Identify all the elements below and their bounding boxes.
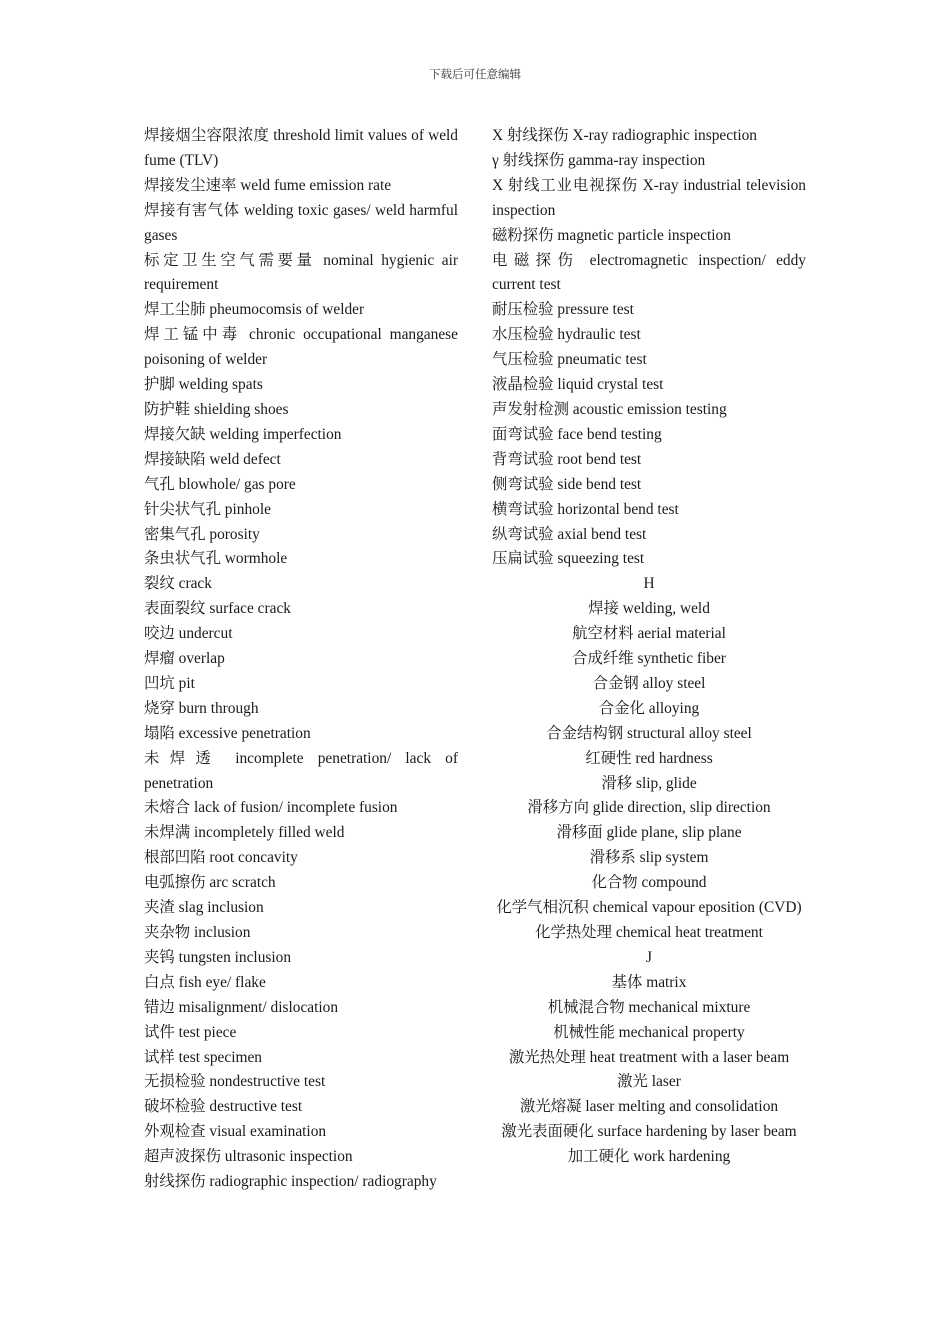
glossary-entry: 气孔 blowhole/ gas pore [144,475,296,493]
glossary-entry: 合成纤维 synthetic fiber [572,650,726,668]
glossary-entry: 激光 laser [617,1073,681,1091]
glossary-entry: 咬边 undercut [144,625,233,643]
glossary-entry: 焊接发尘速率 weld fume emission rate [144,176,392,194]
glossary-entry: 合金化 alloying [598,699,700,717]
glossary-entry: 磁粉探伤 magnetic particle inspection [492,226,731,244]
glossary-entry: 焊接 welding, weld [588,600,710,618]
glossary-entry: 密集气孔 porosity [144,525,260,543]
glossary-entry: 未熔合 lack of fusion/ incomplete fusion [144,799,398,817]
glossary-entry: 机械性能 mechanical property [553,1023,745,1041]
glossary-entry: 化学热处理 chemical heat treatment [535,924,763,941]
glossary-entry: 试样 test specimen [144,1048,262,1066]
glossary-entry: 试件 test piece [144,1023,237,1041]
glossary-entry: 根部凹陷 root concavity [144,849,298,867]
glossary-entry: 航空材料 aerial material [572,625,726,643]
glossary-entry: 横弯试验 horizontal bend test [492,500,679,518]
glossary-entry: 滑移方向 glide direction, slip direction [527,799,771,817]
glossary-entry: 标定卫生空气需要量 nominal hygienic air requirement [144,251,458,294]
glossary-entry: 滑移 slip, glide [601,774,697,792]
glossary-entry: 射线探伤 radiographic inspection/ radiography [144,1173,437,1191]
glossary-entry: X 射线工业电视探伤 X-ray industrial television inspection [492,176,806,219]
glossary-entry: 激光表面硬化 surface hardening by laser beam [501,1123,797,1141]
glossary-entry: 合金结构钢 structural alloy steel [546,724,752,742]
glossary-entry: 焊接有害气体 welding toxic gases/ weld harmful gases [144,201,458,244]
right-column [492,124,806,1170]
glossary-entry: 面弯试验 face bend testing [492,425,662,443]
glossary-entry: 基体 matrix [611,973,687,991]
glossary-entry: 激光热处理 heat treatment with a laser beam [508,1048,790,1066]
glossary-entry: 电弧擦伤 arc scratch [144,874,276,892]
glossary-entry: 外观检查 visual examination [144,1123,327,1141]
glossary-entry: γ 射线探伤 gamma-ray inspection [492,151,706,169]
glossary-entry: 夹杂物 inclusion [144,924,251,941]
glossary-entry: 破坏检验 destructive test [144,1098,303,1116]
glossary-entry: 电磁探伤 electromagnetic inspection/ eddy current test [492,251,806,294]
glossary-entry: 化学气相沉积 chemical vapour eposition (CVD) [496,899,802,917]
glossary-entry: H [643,575,655,593]
glossary-entry: 焊接缺陷 weld defect [144,450,281,468]
glossary-entry: 气压检验 pneumatic test [492,351,647,369]
glossary-entry: 焊瘤 overlap [144,650,225,668]
glossary-entry: 焊接欠缺 welding imperfection [144,425,342,443]
glossary-entry: 条虫状气孔 wormhole [144,550,288,568]
glossary-entry: 焊工尘肺 pheumocomsis of welder [144,301,365,319]
glossary-entry: 针尖状气孔 pinhole [144,500,271,518]
glossary-entry: 白点 fish eye/ flake [144,973,266,991]
glossary-entry: 烧穿 burn through [144,699,259,717]
glossary-entry: 错边 misalignment/ dislocation [144,998,339,1016]
glossary-entry: 夹渣 slag inclusion [144,899,264,917]
glossary-entry: 凹坑 pit [144,674,195,692]
glossary-entry: J [646,948,652,966]
glossary-entry: 塌陷 excessive penetration [144,724,311,742]
glossary-entry: 激光熔凝 laser melting and consolidation [519,1098,779,1116]
glossary-entry: 加工硬化 work hardening [567,1148,731,1166]
glossary-entry: 耐压检验 pressure test [492,301,634,319]
glossary-entry: 液晶检验 liquid crystal test [492,376,664,394]
glossary-entry: 裂纹 crack [144,575,212,593]
glossary-entry: 声发射检测 acoustic emission testing [492,400,727,418]
glossary-entry: 无损检验 nondestructive test [144,1073,326,1091]
glossary-entry: 压扁试验 squeezing test [492,550,645,568]
glossary-entry: 焊接烟尘容限浓度 threshold limit values of weld fume (TLV) [144,127,458,169]
glossary-entry: 红硬性 red hardness [585,749,713,767]
glossary-entry: 水压检验 hydraulic test [492,326,641,344]
glossary-entry: 化合物 compound [591,874,707,892]
glossary-entry: 合金钢 alloy steel [592,674,706,692]
glossary-entry: 防护鞋 shielding shoes [144,400,289,418]
glossary-entry: 焊工锰中毒 chronic occupational manganese poisoning of welder [144,326,458,369]
glossary-entry: 护脚 welding spats [144,376,263,394]
glossary-entry: 表面裂纹 surface crack [144,600,292,618]
glossary-entry: 纵弯试验 axial bend test [492,525,647,543]
glossary-entry: 滑移面 glide plane, slip plane [556,824,742,842]
glossary-entry: 滑移系 slip system [589,849,709,867]
glossary-entry: 夹钨 tungsten inclusion [144,948,292,966]
page-header: 下载后可任意编辑 [429,69,521,81]
glossary-entry: 侧弯试验 side bend test [492,475,642,493]
glossary-entry: 机械混合物 mechanical mixture [547,998,751,1016]
glossary-entry: 背弯试验 root bend test [492,450,642,468]
glossary-entry: 未焊满 incompletely filled weld [144,824,345,842]
left-column [144,124,458,1195]
glossary-entry: 未焊透 incomplete penetration/ lack of penetration [144,749,458,792]
glossary-entry: X 射线探伤 X-ray radiographic inspection [492,127,757,144]
glossary-entry: 超声波探伤 ultrasonic inspection [144,1148,353,1166]
